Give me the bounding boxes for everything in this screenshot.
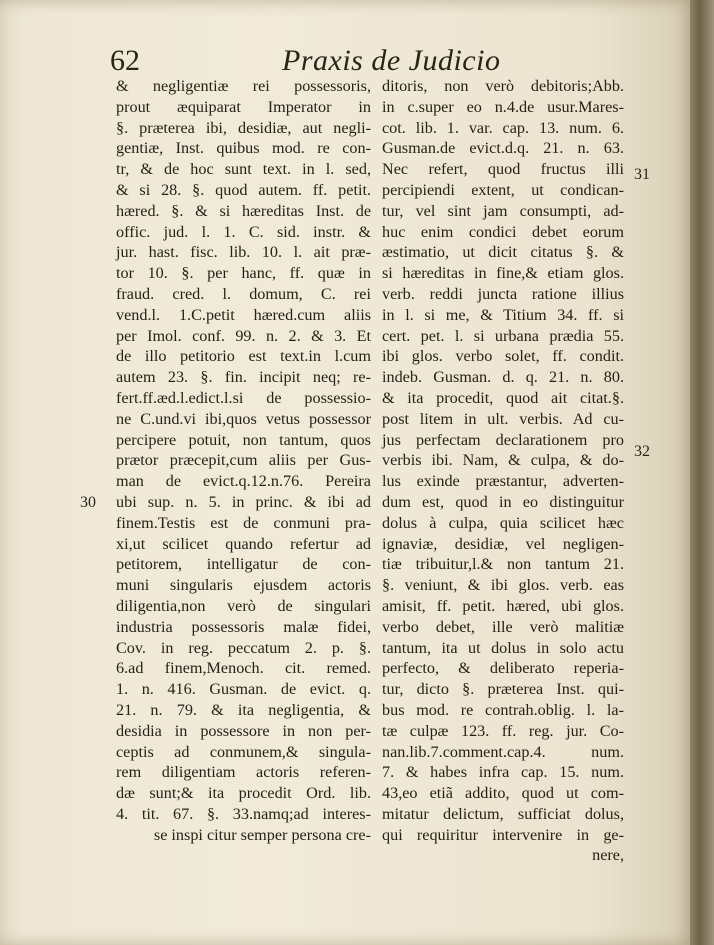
text-line: 6.ad finem,Menoch. cit. remed. bbox=[116, 659, 371, 678]
text-line: verbis ibi. Nam, & culpa, & do- bbox=[382, 451, 624, 470]
text-line: perfecto, & deliberato reperia- bbox=[382, 659, 624, 678]
text-line: dolus à culpa, quia scilicet hæc bbox=[382, 513, 624, 532]
text-line: gentiæ, Inst. quibus mod. re con- bbox=[116, 139, 371, 158]
text-line: Nec refert, quod fructus illi bbox=[382, 160, 624, 179]
text-line: percipiendi extent, ut condican- bbox=[382, 180, 624, 199]
margin-number-32: 32 bbox=[634, 443, 650, 460]
text-line: verbo debet, ille verò malitiæ bbox=[382, 617, 624, 636]
text-line: diligentia,non verò de singulari bbox=[116, 596, 371, 615]
text-line: tiæ tribuitur,l.& non tantum 21. bbox=[382, 555, 624, 574]
text-line: in c.super eo n.4.de usur.Mares- bbox=[382, 97, 624, 116]
text-line: se inspi citur semper persona cre- bbox=[153, 825, 371, 844]
text-line: tur, vel sint jam consumpti, ad- bbox=[382, 201, 624, 220]
text-line: rem diligentiam actoris referen- bbox=[116, 763, 371, 782]
text-line: 1. n. 416. Gusman. de evict. q. bbox=[116, 680, 371, 699]
text-line: petitorem, intelligatur de con- bbox=[116, 555, 371, 574]
text-line: desidia in possessore in non per- bbox=[116, 721, 371, 740]
text-line: tantum, ita ut dolus in solo actu bbox=[382, 638, 624, 657]
text-line: ditoris, non verò debitoris;Abb. bbox=[382, 77, 624, 95]
text-line: fraud. cred. l. domum, C. rei bbox=[116, 284, 371, 303]
text-line: 4. tit. 67. §. 33.namq;ad interes- bbox=[116, 804, 371, 823]
text-line: dæ sunt;& ita procedit Ord. lib. bbox=[116, 784, 371, 803]
text-line: bus mod. re contrah.oblig. l. la- bbox=[382, 700, 624, 719]
text-line: §. præterea ibi, desidiæ, aut negli- bbox=[116, 118, 371, 137]
text-line: jur. hast. fisc. lib. 10. l. ait præ- bbox=[116, 243, 371, 262]
margin-number-31: 31 bbox=[634, 166, 650, 183]
text-line: huc enim condici debet eorum bbox=[382, 222, 624, 241]
text-line: man de evict.q.12.n.76. Pereira bbox=[116, 472, 371, 491]
text-line: amisit, ff. petit. hæred, ubi glos. bbox=[382, 596, 624, 615]
text-line: mitatur delictum, sufficiat dolus, bbox=[382, 804, 624, 823]
text-line: tr, & de hoc sunt text. in l. sed, bbox=[116, 160, 371, 179]
text-line: in l. si me, & Titium 34. ff. si bbox=[382, 305, 624, 324]
text-line: Gusman.de evict.d.q. 21. n. 63. bbox=[382, 139, 624, 158]
text-line: ignaviæ, desidiæ, vel negligen- bbox=[382, 534, 624, 553]
left-text-column bbox=[116, 76, 371, 845]
margin-number-30: 30 bbox=[80, 494, 96, 511]
text-line: jus perfectam declarationem pro bbox=[382, 430, 624, 449]
text-line: tæ culpæ 123. ff. reg. jur. Co- bbox=[382, 721, 624, 740]
text-line: tur, dicto §. præterea Inst. qui- bbox=[382, 680, 624, 699]
text-line: qui requiritur intervenire in ge- bbox=[382, 825, 624, 844]
text-line: si hæreditas in fine,& etiam glos. bbox=[382, 264, 624, 283]
text-line: 7. & habes infra cap. 15. num. bbox=[382, 763, 624, 782]
text-line: per Imol. conf. 99. n. 2. & 3. Et bbox=[116, 326, 371, 345]
text-line: hæred. §. & si hæreditas Inst. de bbox=[116, 201, 371, 220]
text-line: cot. lib. 1. var. cap. 13. num. 6. bbox=[382, 118, 624, 137]
text-line: nan.lib.7.comment.cap.4. num. bbox=[382, 742, 624, 761]
text-line: & ita procedit, quod ait citat.§. bbox=[382, 388, 624, 407]
text-line: indeb. Gusman. d. q. 21. n. 80. bbox=[382, 368, 624, 387]
right-text-column bbox=[382, 76, 624, 866]
text-line: prætor præcepit,cum aliis per Gus- bbox=[116, 451, 371, 470]
text-line: lus exinde præstantur, adverten- bbox=[382, 472, 624, 491]
text-line: 43,eo etiã addito, quod ut com- bbox=[382, 784, 624, 803]
text-line: nere, bbox=[592, 846, 624, 865]
text-line: cert. pet. l. si urbana prædia 55. bbox=[382, 326, 624, 345]
text-line: offic. jud. l. 1. C. sid. instr. & bbox=[116, 222, 371, 241]
text-line: & si 28. §. quod autem. ff. petit. bbox=[116, 180, 371, 199]
text-line: fert.ff.æd.l.edict.l.si de possessio- bbox=[116, 388, 371, 407]
text-line: dum est, quod in eo distinguitur bbox=[382, 492, 624, 511]
text-line: finem.Testis est de conmuni pra- bbox=[116, 513, 371, 532]
text-line: ibi glos. verbo solet, ff. condit. bbox=[382, 347, 624, 366]
text-line: ceptis ad conmunem,& singula- bbox=[116, 742, 371, 761]
text-line: §. veniunt, & ibi glos. verb. eas bbox=[382, 576, 624, 595]
running-title: Praxis de Judicio bbox=[282, 44, 501, 77]
text-line: 21. n. 79. & ita negligentia, & bbox=[116, 700, 371, 719]
text-line: de illo petitorio est text.in l.cum bbox=[116, 347, 371, 366]
text-line: & negligentiæ rei possessoris, bbox=[116, 77, 371, 95]
text-line: ne C.und.vi ibi,quos vetus possessor bbox=[116, 409, 371, 428]
text-line: xi,ut scilicet quando refertur ad bbox=[116, 534, 371, 553]
text-line: Cov. in reg. peccatum 2. p. §. bbox=[116, 638, 371, 657]
page-number: 62 bbox=[110, 44, 140, 77]
text-line: æstimatio, ut dicit citatus §. & bbox=[382, 243, 624, 262]
book-gutter bbox=[690, 0, 714, 945]
text-line: ubi sup. n. 5. in princ. & ibi ad bbox=[116, 492, 371, 511]
text-line: tor 10. §. per hanc, ff. quæ in bbox=[116, 264, 371, 283]
text-line: vend.l. 1.C.petit hæred.cum aliis bbox=[116, 305, 371, 324]
text-line: industria possessoris malæ fidei, bbox=[116, 617, 371, 636]
text-line: muni singularis ejusdem actoris bbox=[116, 576, 371, 595]
text-line: verb. reddi juncta ratione illius bbox=[382, 284, 624, 303]
text-line: percipere potuit, non tantum, quos bbox=[116, 430, 371, 449]
text-line: prout æquiparat Imperator in bbox=[116, 97, 371, 116]
text-line: post litem in ult. verbis. Ad cu- bbox=[382, 409, 624, 428]
text-line: autem 23. §. fin. incipit neq; re- bbox=[116, 368, 371, 387]
